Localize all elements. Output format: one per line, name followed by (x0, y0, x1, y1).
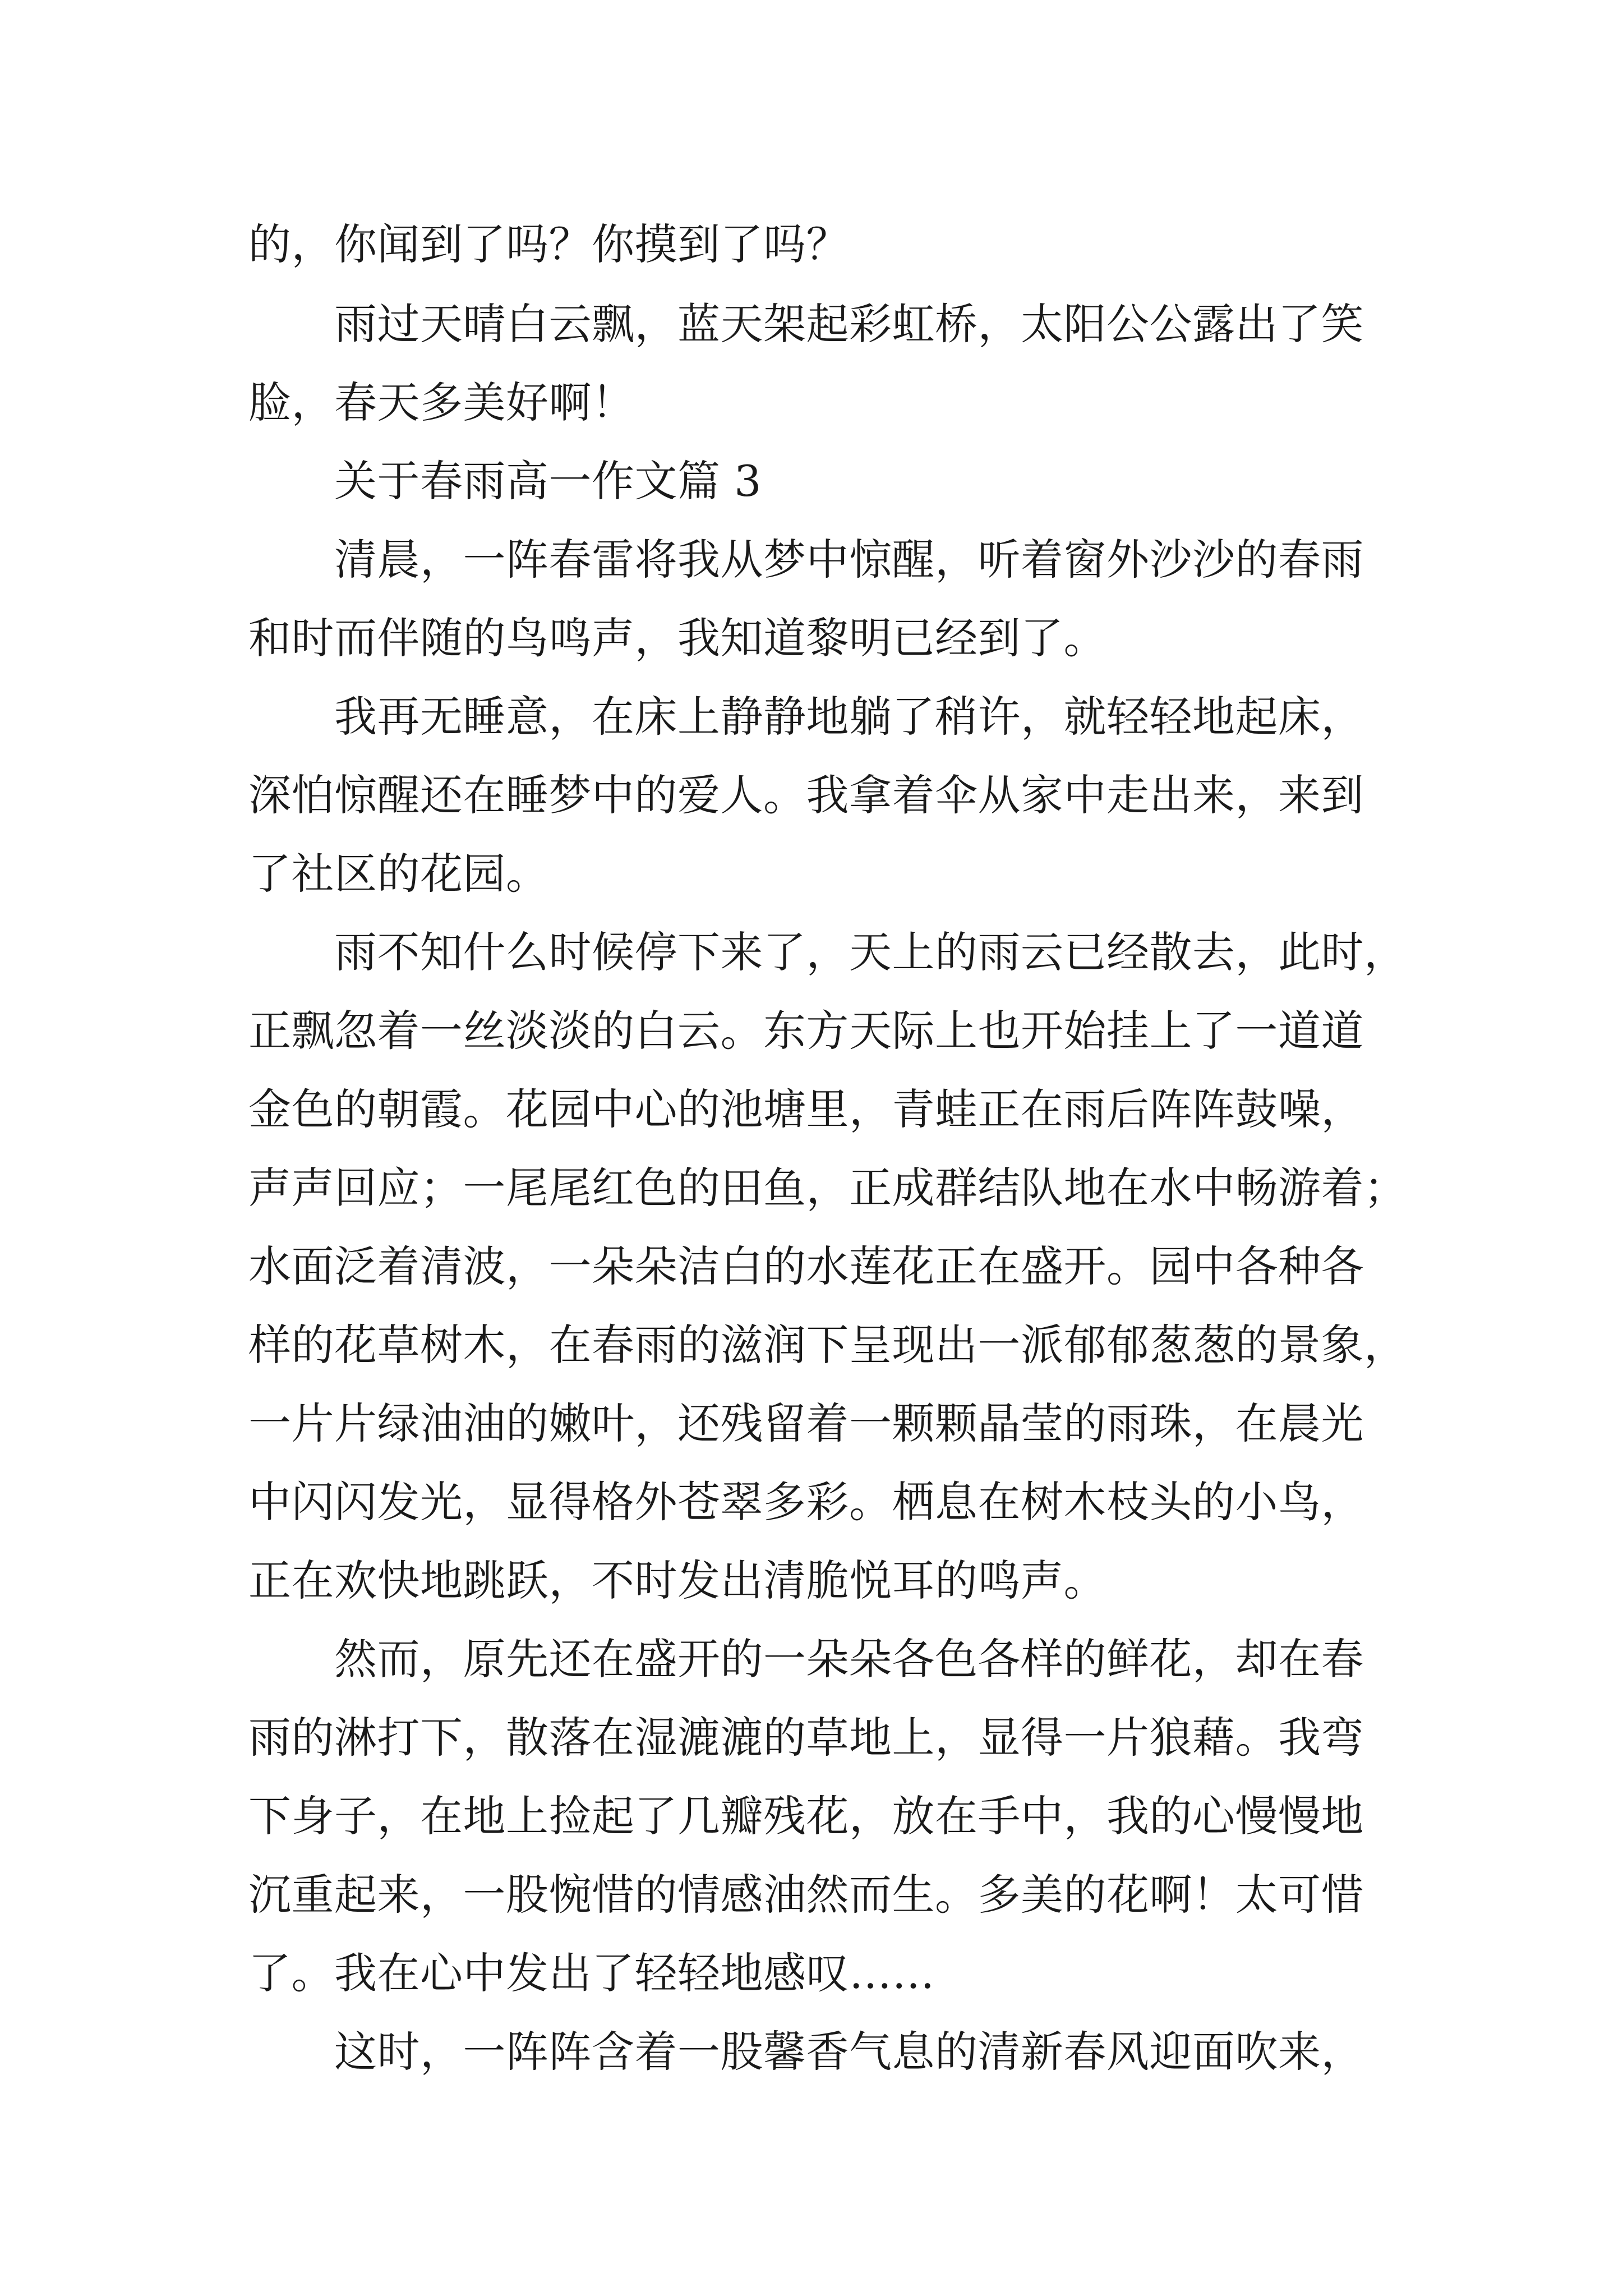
text-line (0, 1318, 1623, 1372)
line-text: 雨过天晴白云飘，蓝天架起彩虹桥，太阳公公露出了笑 (334, 299, 1364, 349)
line-text: 金色的朝霞。花园中心的池塘里，青蛙正在雨后阵阵鼓噪， (248, 1084, 1364, 1134)
line-text: 深怕惊醒还在睡梦中的爱人。我拿着伞从家中走出来，来到 (248, 770, 1364, 820)
line-text: 了社区的花园。 (248, 849, 549, 899)
line-text: 的，你闻到了吗？你摸到了吗？ (248, 219, 849, 269)
text-line (0, 1161, 1623, 1215)
line-text: 中闪闪发光，显得格外苍翠多彩。栖息在树木枝头的小鸟， (248, 1477, 1364, 1527)
text-line (0, 1004, 1623, 1058)
text-line (0, 1397, 1623, 1451)
line-text: 样的花草树木，在春雨的滋润下呈现出一派郁郁葱葱的景象， (248, 1320, 1407, 1370)
line-text: 我再无睡意，在床上静静地躺了稍许，就轻轻地起床， (334, 692, 1364, 742)
text-line (0, 847, 1623, 901)
line-text: 然而，原先还在盛开的一朵朵各色各样的鲜花，却在春 (334, 1634, 1364, 1684)
line-text: 下身子，在地上捡起了几瓣残花，放在手中，我的心慢慢地 (248, 1791, 1364, 1841)
text-line (0, 690, 1623, 744)
line-text: 正在欢快地跳跃，不时发出清脆悦耳的鸣声。 (248, 1556, 1106, 1605)
text-line (0, 769, 1623, 822)
line-text: 清晨，一阵春雷将我从梦中惊醒，听着窗外沙沙的春雨 (334, 535, 1364, 585)
line-text: 这时，一阵阵含着一股馨香气息的清新春风迎面吹来， (334, 2027, 1364, 2077)
line-text: 和时而伴随的鸟鸣声，我知道黎明已经到了。 (248, 613, 1106, 663)
text-line (0, 1632, 1623, 1686)
line-text: 正飘忽着一丝淡淡的白云。东方天际上也开始挂上了一道道 (248, 1006, 1364, 1056)
text-line (0, 1789, 1623, 1843)
text-line (0, 1083, 1623, 1137)
text-line (0, 376, 1623, 430)
line-text: 声声回应；一尾尾红色的田鱼，正成群结队地在水中畅游着； (248, 1163, 1407, 1213)
line-text: 雨的淋打下，散落在湿漉漉的草地上，显得一片狼藉。我弯 (248, 1713, 1364, 1763)
line-text: 沉重起来，一股惋惜的情感油然而生。多美的花啊！太可惜 (248, 1870, 1364, 1920)
line-text: 了。我在心中发出了轻轻地感叹…… (248, 1948, 935, 1998)
line-text: 一片片绿油油的嫩叶，还残留着一颗颗晶莹的雨珠，在晨光 (248, 1398, 1364, 1448)
section-heading-text: 关于春雨高一作文篇 3 (334, 456, 762, 506)
text-line (0, 1475, 1623, 1529)
line-text: 雨不知什么时候停下来了，天上的雨云已经散去，此时， (334, 927, 1407, 977)
text-line (0, 926, 1623, 979)
text-line (0, 218, 1623, 272)
text-line (0, 1554, 1623, 1608)
line-text: 脸，春天多美好啊！ (248, 378, 635, 427)
section-heading (0, 454, 1623, 508)
text-line (0, 1868, 1623, 1922)
text-line (0, 1240, 1623, 1294)
text-line (0, 2025, 1623, 2079)
text-line (0, 533, 1623, 587)
line-text: 水面泛着清波，一朵朵洁白的水莲花正在盛开。园中各种各 (248, 1241, 1364, 1291)
text-line (0, 1947, 1623, 2000)
text-line (0, 1711, 1623, 1765)
text-line (0, 611, 1623, 665)
text-line (0, 297, 1623, 351)
